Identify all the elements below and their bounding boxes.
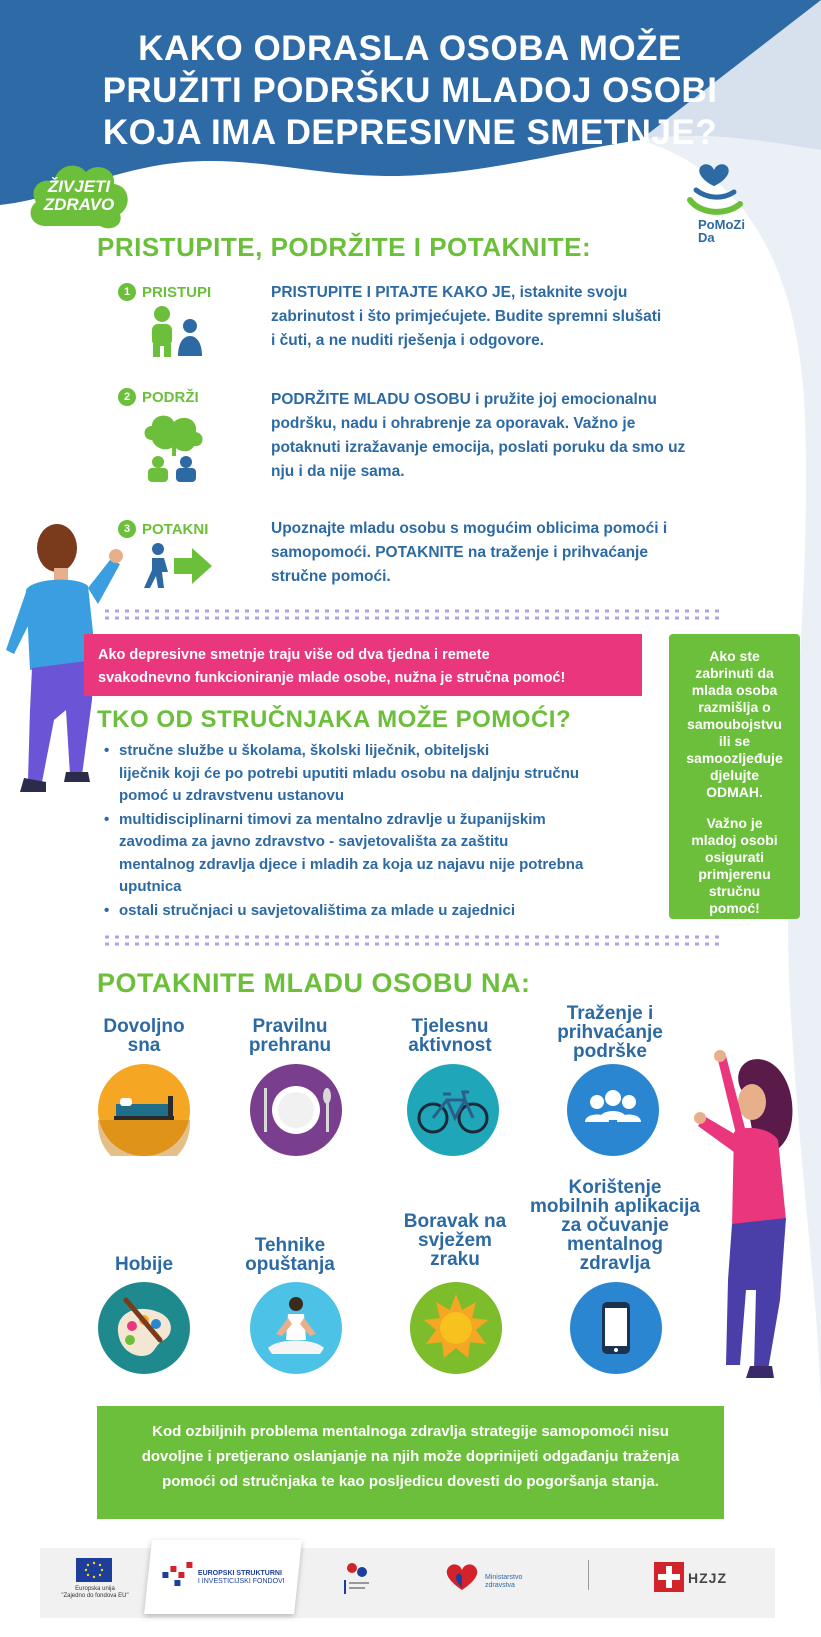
eu-flag-icon xyxy=(76,1558,112,1582)
phone-icon xyxy=(570,1282,662,1374)
ministry-line: Ministarstvo xyxy=(485,1574,523,1581)
activity-line: prihvaćanje xyxy=(557,1022,663,1043)
activity-line: svježem xyxy=(418,1230,492,1251)
title-line-1: KAKO ODRASLA OSOBA MOŽE xyxy=(138,29,682,68)
zz-line-2: ZDRAVO xyxy=(43,195,115,214)
activity-label-exercise xyxy=(390,1017,510,1055)
activity-line: Boravak na xyxy=(403,1211,507,1232)
suicide-line: samoubojstvu xyxy=(687,716,782,732)
eu-line: Europska unija xyxy=(75,1586,115,1592)
suicide-line: primjerenu xyxy=(698,866,771,882)
steps-section-title: PRISTUPITE, PODRŽITE I POTAKNITE: xyxy=(97,232,592,262)
expert-line: • ostali stručnjaci u savjetovalištima za mlade u zajednici xyxy=(119,901,515,919)
step-2-line: nju i da nije sama. xyxy=(271,463,405,480)
bicycle-icon xyxy=(407,1064,499,1156)
activity-line: Korištenje xyxy=(568,1177,662,1198)
bottom-note-line: dovoljne i pretjerano oslanjanje na njih može doprinijeti odgađanju traženja xyxy=(141,1448,680,1465)
expert-line: uputnica xyxy=(119,878,182,895)
step-1-title: PRISTUPI xyxy=(142,283,212,301)
pomozi-line-2: Da xyxy=(698,230,715,245)
step-3-number: 3 xyxy=(118,520,136,538)
step-3-line: stručne pomoći. xyxy=(271,568,391,585)
warning-line: Ako depresivne smetnje traju više od dva tjedna i remete xyxy=(98,647,490,663)
bed-icon xyxy=(98,1064,190,1156)
hzjz-cross-icon xyxy=(654,1562,684,1592)
bottom-note-line: pomoći od stručnjaka te kao posljedicu dovesti do pogoršanja stanja. xyxy=(162,1473,659,1490)
suicide-line: samoozljeđuje xyxy=(686,750,783,766)
activity-line: opuštanja xyxy=(245,1254,335,1275)
footer-logos xyxy=(40,1548,775,1618)
esi-line: EUROPSKI STRUKTURNI xyxy=(197,1570,282,1577)
dotted-divider xyxy=(105,608,725,620)
list-item xyxy=(104,740,644,808)
dotted-divider xyxy=(105,934,725,946)
expert-line: zavodima za javno zdravstvo - savjetovališta za zaštitu xyxy=(119,833,509,850)
activity-line: Hobije xyxy=(114,1254,174,1275)
hands-heart-icon xyxy=(682,160,782,220)
activity-label-fresh-air xyxy=(390,1212,520,1269)
suicide-line: pomoć! xyxy=(709,900,760,916)
activity-label-nutrition xyxy=(230,1017,350,1055)
plate-icon xyxy=(250,1064,342,1156)
eu-line: "Zajedno do fondova EU" xyxy=(61,1593,129,1599)
expert-line: pomoć u zdravstvenu ustanovu xyxy=(119,787,345,804)
activity-line: zraku xyxy=(430,1249,480,1270)
activity-line: aktivnost xyxy=(408,1035,492,1056)
esi-line: I INVESTICIJSKI FONDOVI xyxy=(197,1578,285,1585)
woman-illustration xyxy=(660,1040,810,1385)
footer-divider xyxy=(588,1560,589,1590)
warning-line: svakodnevno funkcioniranje mlade osobe, nužna je stručna pomoć! xyxy=(98,670,566,686)
ministry-line: zdravstva xyxy=(485,1582,515,1589)
group-icon xyxy=(567,1064,659,1156)
small-emblem-icon xyxy=(340,1558,374,1598)
step-2-label xyxy=(118,388,199,406)
step-2-number: 2 xyxy=(118,388,136,406)
suicide-line: ili se xyxy=(718,733,751,749)
activity-line: prehranu xyxy=(248,1035,332,1056)
activity-line: mobilnih aplikacija xyxy=(530,1196,700,1217)
encourage-section-title: POTAKNITE MLADU OSOBU NA: xyxy=(97,968,531,998)
pomozi-da-logo xyxy=(682,160,782,250)
step-2-title: PODRŽI xyxy=(142,388,199,406)
step-1-line: zabrinutost i što primjećujete. Budite spremni slušati xyxy=(271,308,662,325)
activity-label-support xyxy=(540,1004,680,1061)
activity-line: Dovoljno xyxy=(103,1016,185,1037)
step-3-line: Upoznajte mladu osobu s mogućim oblicima pomoći i xyxy=(271,520,668,537)
zivjeti-zdravo-logo xyxy=(24,156,134,236)
hzjz-text: HZJZ xyxy=(688,1570,727,1586)
expert-line: mentalnog zdravlja djece i mladih za koja uz najavu nije potrebna xyxy=(119,855,584,873)
suicide-line: ODMAH. xyxy=(706,784,763,800)
suicide-line: Važno je xyxy=(706,815,763,831)
step-2-text xyxy=(271,388,711,484)
experts-list xyxy=(104,740,644,923)
step-1-line: PRISTUPITE I PITAJTE KAKO JE, istaknite svoju xyxy=(271,284,628,301)
step-1-line: i čuti, a ne nuditi rješenja i odgovore. xyxy=(271,332,545,349)
activity-line: podrške xyxy=(573,1041,647,1062)
step-3-line: samopomoći. POTAKNITE na traženje i prihvaćanje xyxy=(271,544,648,561)
suicide-line: djelujte xyxy=(709,767,759,783)
esi-squares-icon xyxy=(160,1558,196,1588)
step-3-title: POTAKNI xyxy=(142,520,209,538)
activity-line: zdravlja xyxy=(579,1253,651,1274)
activity-line: Pravilnu xyxy=(252,1016,328,1037)
sun-icon xyxy=(410,1282,502,1374)
meditation-icon xyxy=(250,1282,342,1374)
title-line-2: PRUŽITI PODRŠKU MLADOJ OSOBI xyxy=(102,71,718,110)
ministry-text xyxy=(485,1574,522,1590)
palette-icon xyxy=(98,1282,190,1374)
zz-line-1: ŽIVJETI xyxy=(47,177,111,196)
suicide-line: Ako ste xyxy=(709,648,760,664)
expert-line: liječnik koji će po potrebi uputiti mladu osobu na daljnju stručnu xyxy=(119,764,580,782)
support-people-icon xyxy=(142,410,206,482)
step-2-line: potaknuti izražavanje emocija, poslati poruku da smo uz xyxy=(271,439,686,456)
list-item xyxy=(104,900,644,923)
pomozi-line-1: PoMoZi xyxy=(698,217,745,232)
activity-label-relaxation xyxy=(230,1236,350,1274)
step-1-label xyxy=(118,283,211,301)
activity-line: Tjelesnu xyxy=(411,1016,489,1037)
suicide-line: zabrinuti da xyxy=(695,665,774,681)
suicide-line: razmišlja o xyxy=(698,699,771,715)
expert-line: • stručne službe u školama, školski liječnik, obiteljski xyxy=(119,742,490,759)
eu-text xyxy=(54,1586,136,1600)
suicide-warning-box xyxy=(669,634,800,919)
step-1-number: 1 xyxy=(118,283,136,301)
step-1-text xyxy=(271,281,711,353)
bottom-note-line: Kod ozbiljnih problema mentalnoga zdravlja strategije samopomoći nisu xyxy=(152,1423,669,1440)
step-3-text xyxy=(271,517,711,589)
step-2-line: PODRŽITE MLADU OSOBU i pružite joj emocionalnu xyxy=(271,391,657,408)
activity-line: mentalnog xyxy=(566,1234,664,1255)
expert-line: • multidisciplinarni timovi za mentalno zdravlje u županijskim xyxy=(119,810,546,828)
two-people-icon xyxy=(144,304,206,358)
activity-line: za očuvanje xyxy=(561,1215,669,1236)
suicide-line: mlada osoba xyxy=(691,682,778,698)
bottom-note xyxy=(97,1406,724,1519)
suicide-line: stručnu xyxy=(708,883,761,899)
ministry-heart-icon xyxy=(444,1560,480,1592)
page-title xyxy=(40,28,780,154)
activity-line: Tehnike xyxy=(254,1235,326,1256)
suicide-line: mladoj osobi xyxy=(691,832,778,848)
list-item xyxy=(104,809,644,899)
activity-line: Traženje i xyxy=(566,1003,654,1024)
activity-label-hobbies xyxy=(84,1255,204,1274)
activity-line: sna xyxy=(127,1035,161,1056)
step-2-line: podršku, nadu i ohrabrenje za oporavak. Važno je xyxy=(271,415,636,432)
forward-arrow-icon xyxy=(144,542,214,590)
suicide-line: osigurati xyxy=(704,849,765,865)
experts-section-title: TKO OD STRUČNJAKA MOŽE POMOĆI? xyxy=(97,706,572,733)
title-line-3: KOJA IMA DEPRESIVNE SMETNJE? xyxy=(102,113,718,152)
activity-label-sleep xyxy=(84,1017,204,1055)
esi-funds-logo xyxy=(144,1540,302,1614)
warning-box xyxy=(84,634,642,696)
